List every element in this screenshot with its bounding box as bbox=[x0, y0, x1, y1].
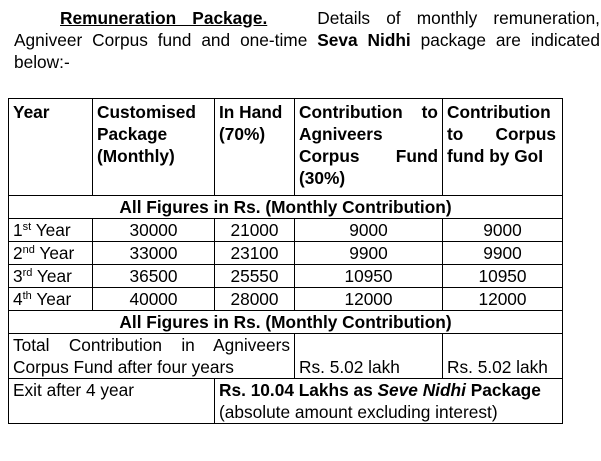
package-cell: 40000 bbox=[93, 288, 215, 311]
year-cell: 4th Year bbox=[9, 288, 93, 311]
inhand-cell: 25550 bbox=[215, 265, 295, 288]
intro-line1: Details of monthly remuneration, bbox=[317, 8, 600, 28]
total-agniveer: Rs. 5.02 lakh bbox=[295, 334, 443, 379]
inhand-cell: 23100 bbox=[215, 242, 295, 265]
intro-line3: below:- bbox=[14, 52, 70, 72]
intro-line2-pre: Agniveer Corpus fund and one-time bbox=[14, 30, 308, 50]
package-cell: 30000 bbox=[93, 219, 215, 242]
header-row bbox=[9, 99, 563, 196]
figures-banner: All Figures in Rs. (Monthly Contribution) bbox=[9, 196, 563, 219]
agniveer-cell: 9000 bbox=[295, 219, 443, 242]
remuneration-table bbox=[8, 98, 563, 424]
year-cell: 3rd Year bbox=[9, 265, 93, 288]
header-package: Customised Package (Monthly) bbox=[93, 99, 215, 196]
header-goi-contribution: Contribution to Corpus fund by GoI bbox=[443, 99, 563, 196]
goi-cell: 12000 bbox=[443, 288, 563, 311]
exit-row bbox=[9, 379, 563, 424]
package-cell: 36500 bbox=[93, 265, 215, 288]
year-cell: 1st Year bbox=[9, 219, 93, 242]
intro-line2-post: package are indicated bbox=[420, 30, 601, 50]
package-cell: 33000 bbox=[93, 242, 215, 265]
banner-row bbox=[9, 196, 563, 219]
table-row bbox=[9, 219, 563, 242]
section-heading: Remuneration Package. bbox=[60, 8, 268, 28]
agniveer-cell: 12000 bbox=[295, 288, 443, 311]
exit-note: (absolute amount excluding interest) bbox=[219, 402, 498, 422]
inhand-cell: 28000 bbox=[215, 288, 295, 311]
goi-cell: 9900 bbox=[443, 242, 563, 265]
total-goi: Rs. 5.02 lakh bbox=[443, 334, 563, 379]
agniveer-cell: 10950 bbox=[295, 265, 443, 288]
seve-nidhi-term: Seve Nidhi bbox=[377, 380, 466, 400]
header-inhand: In Hand (70%) bbox=[215, 99, 295, 196]
agniveer-cell: 9900 bbox=[295, 242, 443, 265]
total-row bbox=[9, 334, 563, 379]
header-agniveer-contribution: Contribution to Agniveers Corpus Fund (30%) bbox=[295, 99, 443, 196]
inhand-cell: 21000 bbox=[215, 219, 295, 242]
total-label: Total Contribution in Agniveers Corpus Fund after four years bbox=[9, 334, 295, 379]
exit-label: Exit after 4 year bbox=[9, 379, 215, 424]
table-row bbox=[9, 265, 563, 288]
exit-value: Rs. 10.04 Lakhs as Seve Nidhi Package (absolute amount excluding interest) bbox=[215, 379, 563, 424]
goi-cell: 9000 bbox=[443, 219, 563, 242]
intro-paragraph bbox=[14, 7, 600, 73]
year-cell: 2nd Year bbox=[9, 242, 93, 265]
figures-banner-2: All Figures in Rs. (Monthly Contribution) bbox=[9, 311, 563, 334]
banner-row-2 bbox=[9, 311, 563, 334]
goi-cell: 10950 bbox=[443, 265, 563, 288]
header-year: Year bbox=[9, 99, 93, 196]
table-row bbox=[9, 288, 563, 311]
table-row bbox=[9, 242, 563, 265]
seva-nidhi-term: Seva Nidhi bbox=[317, 30, 411, 50]
